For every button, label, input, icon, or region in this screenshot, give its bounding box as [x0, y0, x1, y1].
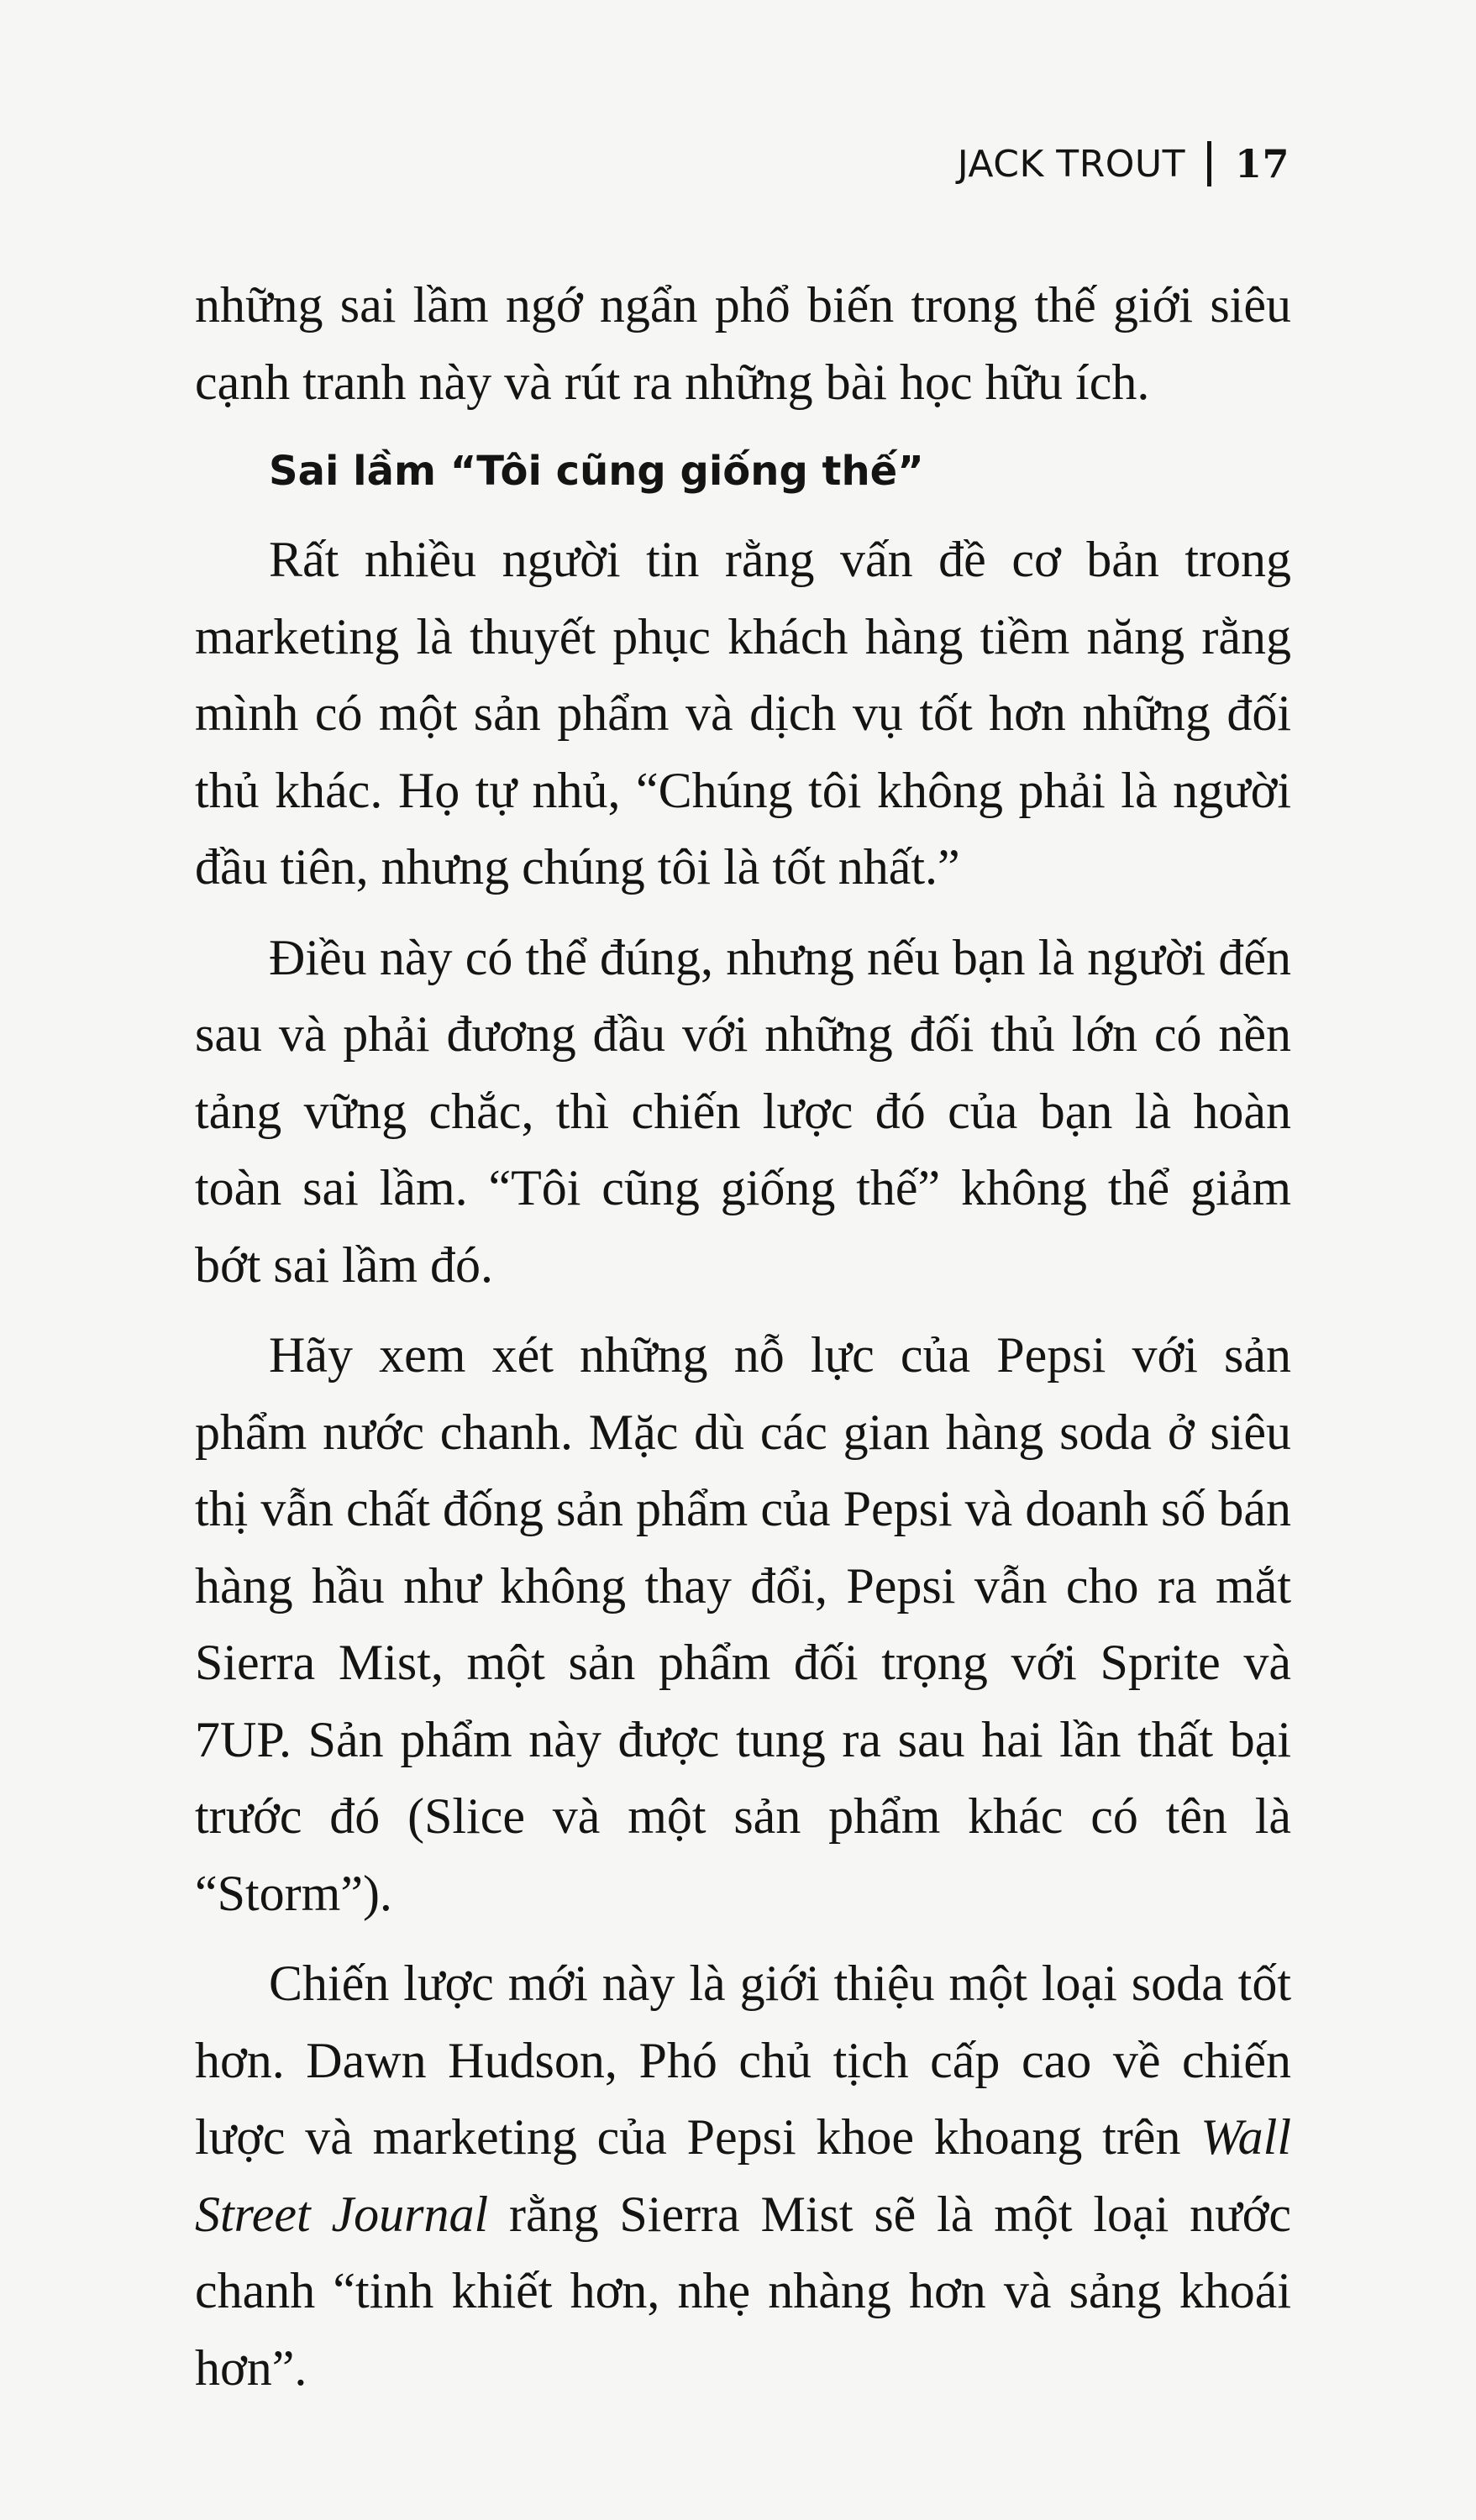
paragraph-continuation: những sai lầm ngớ ngẩn phổ biến trong thế giới siêu cạnh tranh này và rút ra những bài học hữu ích. [195, 277, 1291, 410]
paragraph-4-text-start: Chiến lược mới này là giới thiệu một loại soda tốt hơn. Dawn Hudson, Phó chủ tịch cấp cao về chiến lược và marketing của Pepsi khoe khoang trên [195, 1956, 1291, 2165]
paragraph-4 [195, 1945, 1291, 2407]
section-heading: Sai lầm “Tôi cũng giống thế” [269, 448, 924, 495]
publication-title: Wall Street Journal [195, 2109, 1291, 2242]
header-divider [1207, 141, 1211, 186]
page-body [195, 267, 1291, 2420]
paragraph-1: Rất nhiều người tin rằng vấn đề cơ bản trong marketing là thuyết phục khách hàng tiềm năng rằng mình có một sản phẩm và dịch vụ tốt hơn những đối thủ khác. Họ tự nhủ, “Chúng tôi không phải là người đầu tiên, nhưng chúng tôi là tốt nhất.” [195, 532, 1291, 895]
page-number: 17 [1234, 141, 1290, 186]
paragraph-4-text-end: rằng Sierra Mist sẽ là một loại nước chanh “tinh khiết hơn, nhẹ nhàng hơn và sảng khoái hơn”. [195, 2186, 1292, 2396]
paragraph-3: Hãy xem xét những nỗ lực của Pepsi với sản phẩm nước chanh. Mặc dù các gian hàng soda ở siêu thị vẫn chất đống sản phẩm của Pepsi và doanh số bán hàng hầu như không thay đổi, Pepsi vẫn cho ra mắt Sierra Mist, một sản phẩm đối trọng với Sprite và 7UP. Sản phẩm này được tung ra sau hai lần thất bại trước đó (Slice và một sản phẩm khác có tên là “Storm”). [195, 1327, 1291, 1921]
running-header [958, 141, 1290, 186]
author-name: JACK TROUT [957, 142, 1185, 186]
paragraph-2: Điều này có thể đúng, nhưng nếu bạn là người đến sau và phải đương đầu với những đối thủ lớn có nền tảng vững chắc, thì chiến lược đó của bạn là hoàn toàn sai lầm. “Tôi cũng giống thế” không thể giảm bớt sai lầm đó. [195, 929, 1291, 1293]
